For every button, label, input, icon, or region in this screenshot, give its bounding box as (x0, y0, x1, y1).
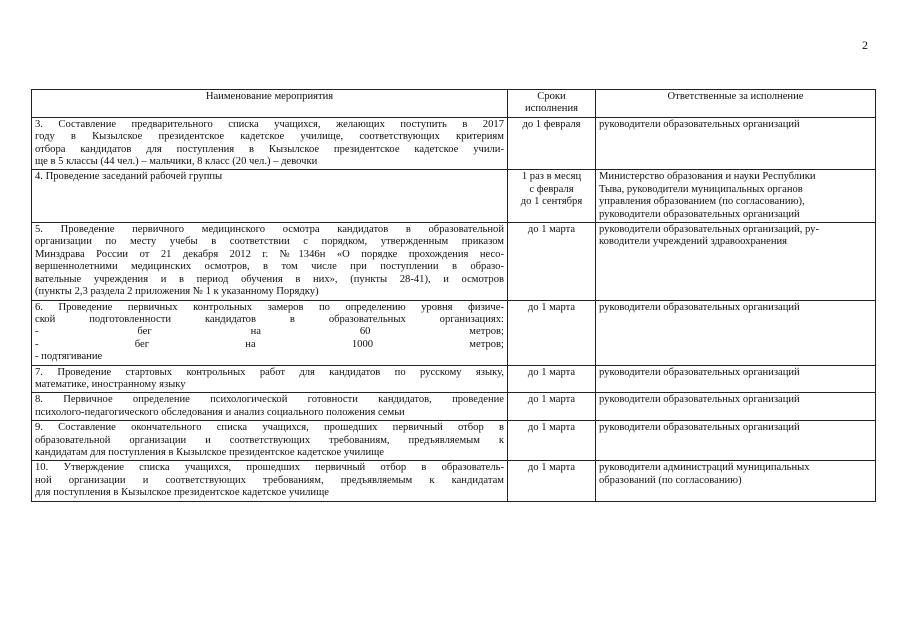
activity-line: вательные учреждения и в период обучения в них», (пункты 28-41), и осмотров (35, 273, 504, 285)
term-line: до 1 марта (527, 394, 576, 406)
term-line: до 1 марта (527, 301, 576, 313)
table-header-row (32, 90, 876, 118)
activity-line: 9. Составление окончательного списка учащихся, прошедших первичный отбор в (35, 422, 504, 434)
activity-line: (пункты 2,3 раздела 2 приложения № 1 к указанному Порядку) (35, 286, 319, 298)
table-row (32, 393, 876, 421)
activity-line: 4. Проведение заседаний рабочей группы (35, 171, 223, 183)
responsible-line: руководители образовательных организаций (599, 366, 800, 378)
term-line: с февраля (529, 183, 574, 195)
term-cell (508, 393, 596, 421)
term-line: до 1 марта (527, 366, 576, 378)
activity-line: 10. Утверждение списка учащихся, прошедших первичный отбор в образователь- (35, 462, 504, 474)
activity-line: 5. Проведение первичного медицинского осмотра кандидатов в образовательной (35, 224, 504, 236)
activity-cell (32, 170, 508, 223)
responsible-cell (596, 117, 876, 170)
header-term: Сроки исполнения (508, 90, 596, 118)
activity-line: ской подготовленности кандидатов в образовательных организациях: (35, 313, 504, 325)
term-line: до 1 февраля (522, 118, 581, 130)
term-line: до 1 марта (527, 462, 576, 474)
responsible-line: руководители образовательных организаций (599, 301, 800, 313)
responsible-line: руководители образовательных организаций, ру- (599, 224, 820, 236)
activity-line: ной организации и соответствующих требованиям, предъявляемым к кандидатам (35, 474, 504, 486)
responsible-line: руководители образовательных организаций (599, 394, 800, 406)
activity-cell (32, 461, 508, 501)
responsible-line: управления образованием (по согласованию), (599, 196, 805, 208)
activity-line: ще в 5 классы (44 чел.) – мальчики, 8 класс (20 чел.) – девочки (35, 156, 318, 168)
term-line: до 1 марта (527, 422, 576, 434)
activity-line: отбора кандидатов для поступления в Кызылское президентское кадетское учили- (35, 143, 504, 155)
table-row (32, 117, 876, 170)
table-row (32, 300, 876, 365)
table-row (32, 170, 876, 223)
activity-cell (32, 421, 508, 461)
activity-line: математике, иностранному языку (35, 378, 186, 390)
activity-cell (32, 117, 508, 170)
responsible-cell (596, 170, 876, 223)
table-row (32, 421, 876, 461)
responsible-cell (596, 300, 876, 365)
responsible-line: руководители администраций муниципальных (599, 462, 810, 474)
table-row (32, 365, 876, 393)
responsible-cell (596, 421, 876, 461)
activity-cell (32, 393, 508, 421)
term-cell (508, 223, 596, 300)
activity-line: году в Кызылское президентское кадетское училище, соответствующих критериям (35, 131, 504, 143)
term-cell (508, 170, 596, 223)
responsible-line: руководители образовательных организаций (599, 422, 800, 434)
term-cell (508, 117, 596, 170)
table-row (32, 223, 876, 300)
page-number: 2 (862, 38, 868, 52)
header-activity: Наименование мероприятия (32, 90, 508, 118)
activity-line: кандидатам для поступления в Кызылское президентское кадетское училище (35, 446, 384, 458)
responsible-line: ководители учреждений здравоохранения (599, 236, 788, 248)
activity-line: для поступления в Кызылское президентское кадетское училище (35, 487, 329, 499)
term-line: до 1 марта (527, 224, 576, 236)
activity-line: - бег на 1000 метров; (35, 338, 504, 350)
activity-line: 8. Первичное определение психологической готовности кандидатов, проведение (35, 394, 504, 406)
activity-line: организации по месту учебы в соответствии с порядком, утвержденным приказом (35, 236, 504, 248)
responsible-line: Министерство образования и науки Республики (599, 171, 816, 183)
responsible-cell (596, 223, 876, 300)
activity-line: 3. Составление предварительного списка учащихся, желающих поступить в 2017 (35, 118, 504, 130)
activity-line: - подтягивание (35, 351, 103, 363)
header-responsible: Ответственные за исполнение (596, 90, 876, 118)
responsible-cell (596, 461, 876, 501)
term-line: до 1 сентября (520, 196, 583, 208)
responsible-line: образований (по согласованию) (599, 474, 742, 486)
activity-line: - бег на 60 метров; (35, 326, 504, 338)
activity-line: 6. Проведение первичных контрольных замеров по определению уровня физиче- (35, 301, 504, 313)
activity-cell (32, 365, 508, 393)
term-cell (508, 421, 596, 461)
activity-line: образовательной организации и соответствующих требованиям, предъявляемым к (35, 434, 504, 446)
table-row (32, 461, 876, 501)
activity-cell (32, 300, 508, 365)
responsible-cell (596, 365, 876, 393)
responsible-cell (596, 393, 876, 421)
activity-cell (32, 223, 508, 300)
activity-line: 7. Проведение стартовых контрольных работ для кандидатов по русскому языку, (35, 366, 504, 378)
responsible-line: Тыва, руководители муниципальных органов (599, 183, 803, 195)
activity-line: вершеннолетними медицинских осмотров, в том числе при поступлении в образо- (35, 261, 504, 273)
events-table (31, 89, 876, 502)
responsible-line: руководители образовательных организаций (599, 208, 800, 220)
term-cell (508, 300, 596, 365)
term-cell (508, 461, 596, 501)
term-line: 1 раз в месяц (521, 171, 582, 183)
term-cell (508, 365, 596, 393)
activity-line: психолого-педагогического обследования и анализ социального положения семьи (35, 406, 405, 418)
activity-line: Минздрава России от 21 декабря 2012 г. №1346н «О порядке прохождения несо- (35, 248, 504, 260)
responsible-line: руководители образовательных организаций (599, 118, 800, 130)
